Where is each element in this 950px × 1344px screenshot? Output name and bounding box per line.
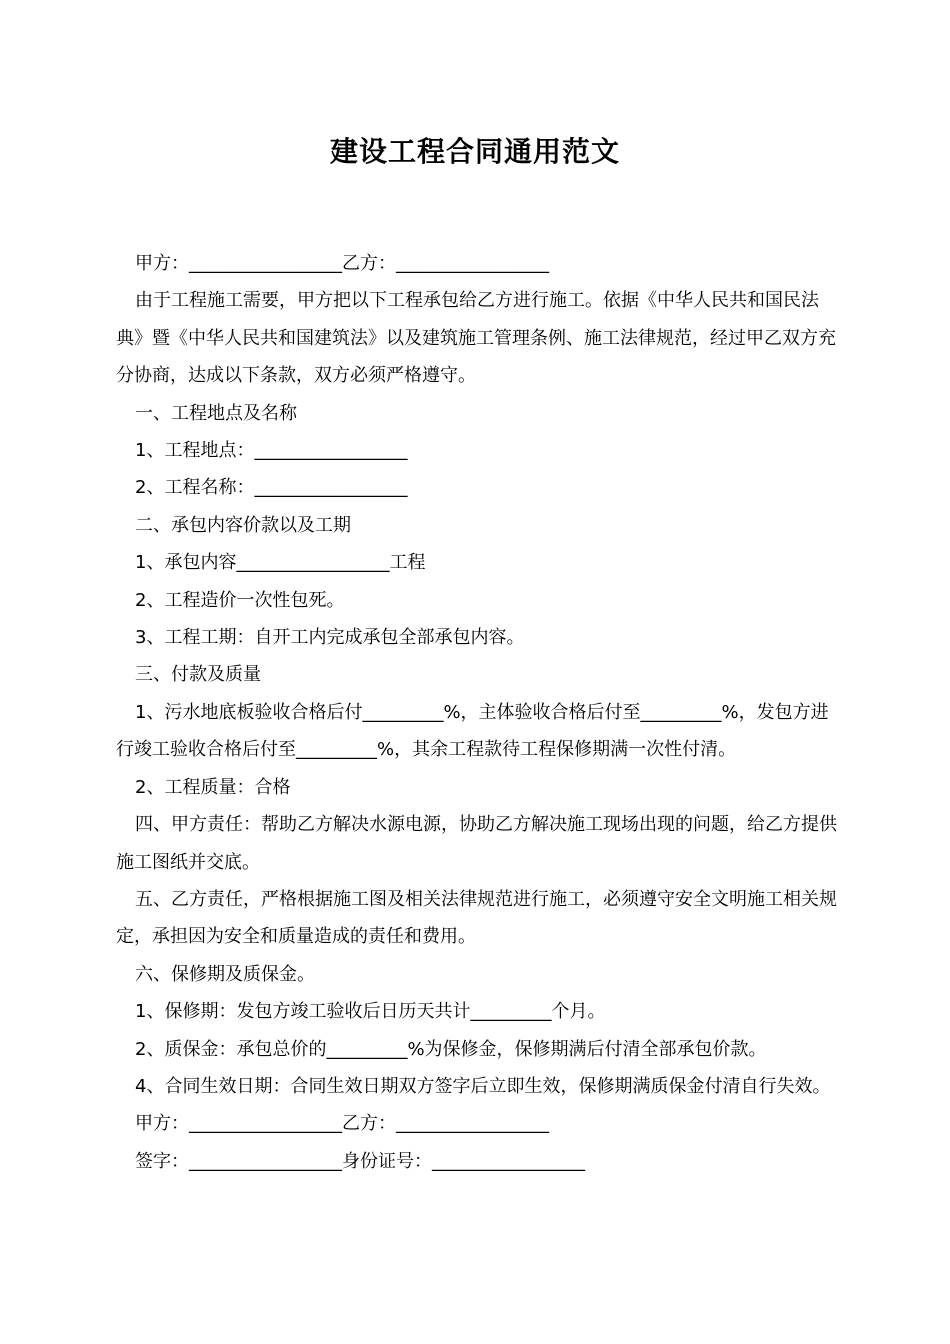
- party-line-top: 甲方：_________________乙方：_________________: [135, 253, 549, 274]
- party-b-responsibility-paragraph: 五、乙方责任，严格根据施工图及相关法律规范进行施工，必须遵守安全文明施工相关规定，承担因为安全和质量造成的责任和费用。: [116, 888, 837, 948]
- retention-money-line: 2、质保金：承包总价的_________%为保修金，保修期满后付清全部承包价款。: [135, 1038, 767, 1060]
- effective-date-paragraph: 4、合同生效日期：合同生效日期双方签字后立即生效，保修期满质保金付清自行失效。: [135, 1075, 831, 1097]
- document-title: 建设工程合同通用范文: [329, 135, 620, 168]
- document-body: [116, 245, 838, 1180]
- section-heading-6: 六、保修期及质保金。: [135, 963, 315, 985]
- warranty-period-line: 1、保修期：发包方竣工验收后日历天共计_________个月。: [135, 1001, 606, 1023]
- project-name-line: 2、工程名称：_________________: [135, 477, 408, 499]
- signature-line: 签字：_________________身份证号：_________________: [135, 1150, 585, 1172]
- section-heading-3: 三、付款及质量: [135, 664, 261, 686]
- quality-line: 2、工程质量：合格: [135, 776, 291, 798]
- project-location-line: 1、工程地点：_________________: [135, 440, 408, 462]
- section-heading-2: 二、承包内容价款以及工期: [135, 514, 351, 536]
- payment-terms-paragraph: 1、污水地底板验收合格后付_________%，主体验收合格后付至_________%，发包方进行竣工验收合格后付至_________%，其余工程款待工程保修期满一次性付清。: [116, 701, 829, 761]
- party-a-responsibility-paragraph: 四、甲方责任：帮助乙方解决水源电源，协助乙方解决施工现场出现的问题，给乙方提供施工图纸并交底。: [116, 814, 837, 873]
- preamble-paragraph: 由于工程施工需要，甲方把以下工程承包给乙方进行施工。依据《中华人民共和国民法典》暨《中华人民共和国建筑法》以及建筑施工管理条例、施工法律规范，经过甲乙双方充分协商，达成以下条款，双方必须严格遵守。: [116, 290, 836, 387]
- contract-content-line: 1、承包内容_________________工程: [135, 552, 426, 574]
- section-heading-1: 一、工程地点及名称: [135, 402, 297, 424]
- project-period-line: 3、工程工期：自开工内完成承包全部承包内容。: [135, 627, 525, 649]
- project-cost-line: 2、工程造价一次性包死。: [135, 589, 345, 611]
- party-line-bottom: 甲方：_________________乙方：_________________: [135, 1113, 549, 1135]
